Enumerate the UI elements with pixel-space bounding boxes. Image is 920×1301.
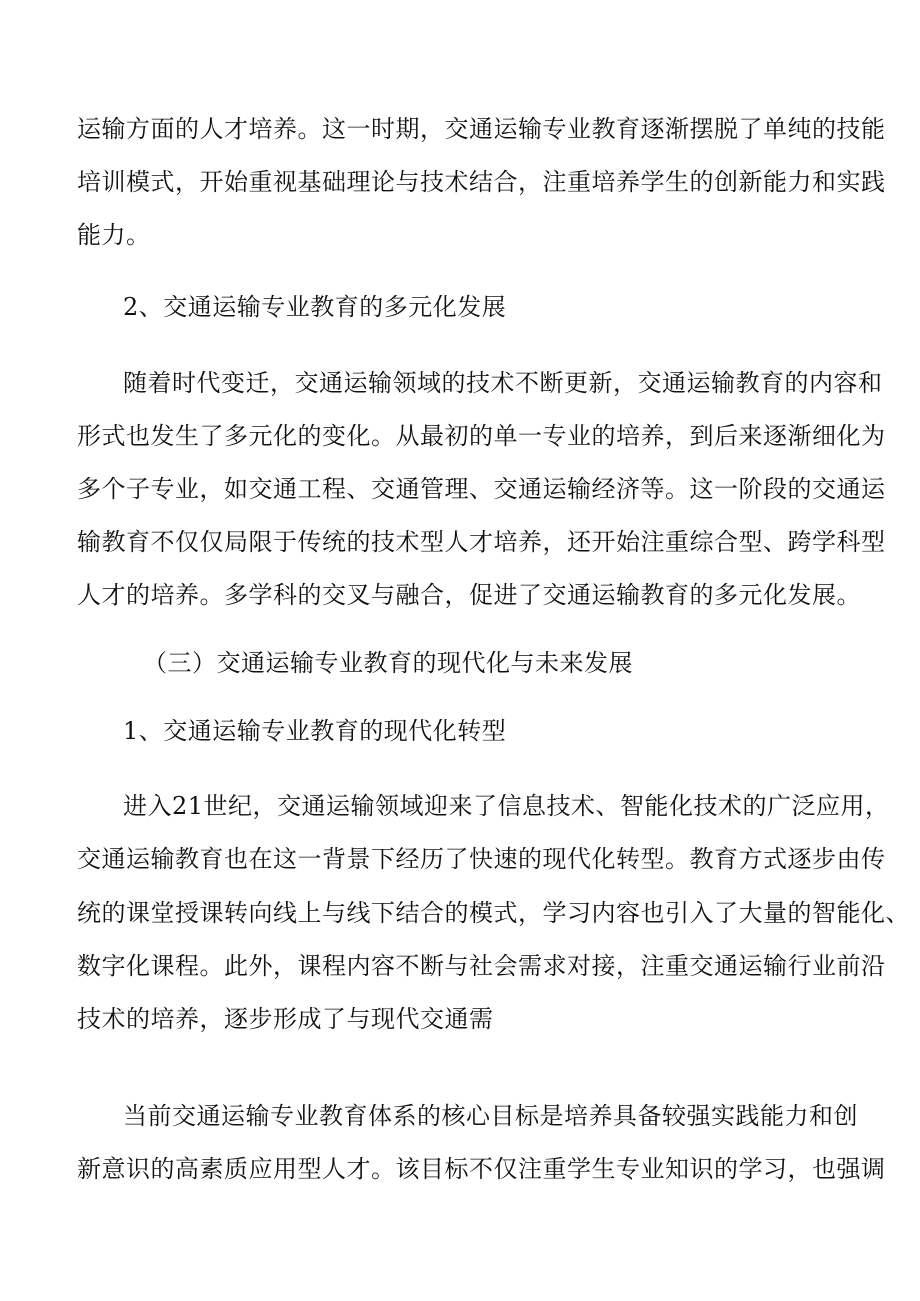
body-text-line: 新意识的高素质应用型人才。该目标不仅注重学生专业知识的学习，也强调 [77,1155,886,1183]
body-text-line: 人才的培养。多学科的交叉与融合，促进了交通运输教育的多元化发展。 [77,581,861,609]
body-text-line: 能力。 [77,221,151,249]
body-text-line: 数字化课程。此外，课程内容不断与社会需求对接，注重交通运输行业前沿 [77,952,886,980]
body-text-line: 统的课堂授课转向线上与线下结合的模式，学习内容也引入了大量的智能化、 [77,899,910,927]
body-text-line: 交通运输教育也在这一背景下经历了快速的现代化转型。教育方式逐步由传 [77,845,886,873]
body-text-line: 进入21世纪，交通运输领域迎来了信息技术、智能化技术的广泛应用， [123,792,890,820]
section-heading: 2、交通运输专业教育的多元化发展 [123,293,507,321]
body-text-line: 形式也发生了多元化的变化。从最初的单一专业的培养，到后来逐渐细化为 [77,422,886,450]
body-text-line: 输教育不仅仅局限于传统的技术型人才培养，还开始注重综合型、跨学科型 [77,528,886,556]
body-text-line: 技术的培养，逐步形成了与现代交通需 [77,1005,494,1033]
body-text-line: 多个子专业，如交通工程、交通管理、交通运输经济等。这一阶段的交通运 [77,475,886,503]
chapter-heading: （三）交通运输专业教育的现代化与未来发展 [143,649,633,677]
body-text-line: 随着时代变迁，交通运输领域的技术不断更新，交通运输教育的内容和 [123,369,883,397]
section-heading: 1、交通运输专业教育的现代化转型 [123,717,507,745]
body-text-line: 培训模式，开始重视基础理论与技术结合，注重培养学生的创新能力和实践 [77,168,886,196]
body-text-line: 运输方面的人才培养。这一时期，交通运输专业教育逐渐摆脱了单纯的技能 [77,115,886,143]
body-text-line: 当前交通运输专业教育体系的核心目标是培养具备较强实践能力和创 [123,1102,858,1130]
